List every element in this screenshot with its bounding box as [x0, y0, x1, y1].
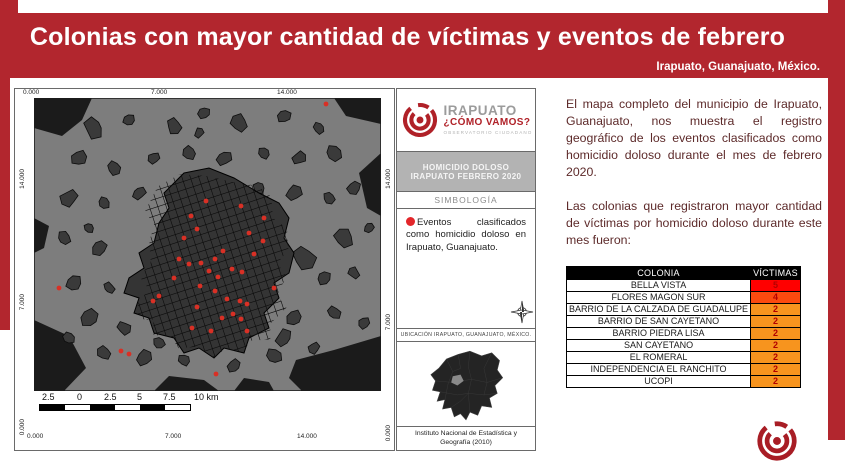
- event-dot: [195, 305, 200, 310]
- logo-org: OBSERVATORIO CIUDADANO: [443, 129, 533, 135]
- event-dot: [195, 227, 200, 232]
- victimas-cell: 2: [751, 339, 801, 351]
- table-row: [567, 279, 801, 291]
- victimas-cell: 2: [751, 315, 801, 327]
- event-dot: [199, 261, 204, 266]
- scale-label: 7.5: [163, 392, 176, 402]
- colonia-cell: INDEPENDENCIA EL RANCHITO: [567, 363, 751, 375]
- event-dot: [187, 262, 192, 267]
- event-dot: [214, 372, 219, 377]
- table-row: [567, 303, 801, 315]
- irapuato-como-vamos-logo-icon: [400, 100, 440, 140]
- event-dot: [127, 352, 132, 357]
- colonia-cell: SAN CAYETANO: [567, 339, 751, 351]
- event-dot: [221, 249, 226, 254]
- victimas-cell: 2: [751, 351, 801, 363]
- scale-label: 5: [137, 392, 143, 402]
- victimas-cell: 2: [751, 375, 801, 387]
- event-dot: [157, 294, 162, 299]
- legend: [397, 209, 535, 328]
- event-dot: [198, 284, 203, 289]
- colonia-cell: BARRIO PIEDRA LISA: [567, 327, 751, 339]
- scale-label: 2.5: [104, 392, 117, 402]
- axis-label: 7.000: [151, 89, 168, 96]
- guanajuato-silhouette-icon: [414, 345, 518, 423]
- event-dot: [182, 236, 187, 241]
- table-header-victimas: VÍCTIMAS: [751, 266, 801, 279]
- event-dot: [231, 312, 236, 317]
- page-subtitle: Irapuato, Guanajuato, México.: [656, 61, 820, 73]
- axis-label: 14.000: [385, 169, 392, 189]
- event-dot: [245, 329, 250, 334]
- event-dot: [239, 204, 244, 209]
- title-banner: [0, 13, 845, 78]
- axis-label: 7.000: [385, 314, 392, 331]
- event-dot-icon: [406, 217, 415, 226]
- event-dot: [225, 297, 230, 302]
- irapuato-events-map: [34, 98, 381, 391]
- axis-label: 14.000: [297, 433, 317, 440]
- table-row: [567, 363, 801, 375]
- como-vamos-logo-mark-icon: [754, 418, 800, 464]
- logo-tagline: ¿CÓMO VAMOS?: [443, 117, 531, 129]
- event-dot: [172, 276, 177, 281]
- victimas-cell: 4: [751, 291, 801, 303]
- logo-name: IRAPUATO: [443, 103, 517, 119]
- corner-accent-square: [0, 0, 18, 13]
- description-column: [566, 96, 822, 388]
- event-dot: [220, 316, 225, 321]
- map-title-box: HOMICIDIO DOLOSO IRAPUATO FEBRERO 2020: [397, 151, 535, 192]
- table-row: [567, 351, 801, 363]
- event-dot: [240, 270, 245, 275]
- table-row: [567, 327, 801, 339]
- description-paragraph-1: El mapa completo del municipio de Irapuato, Guanajuato, nos muestra el registro geográfico de los eventos clasificados como homicidio doloso durante el mes de febrero 2020.: [566, 97, 822, 179]
- table-row: [567, 375, 801, 387]
- event-dot: [190, 326, 195, 331]
- axis-label: 0.000: [385, 425, 392, 442]
- event-dot: [230, 267, 235, 272]
- event-dot: [261, 239, 266, 244]
- map-panel: [14, 88, 395, 451]
- colonia-cell: BARRIO DE LA CALZADA DE GUADALUPE: [567, 303, 751, 315]
- event-dot: [238, 299, 243, 304]
- compass-rose-icon: [510, 300, 534, 324]
- event-dot: [57, 286, 62, 291]
- event-dot: [324, 102, 329, 107]
- axis-label: 14.000: [19, 169, 26, 189]
- ubicacion-caption: UBICACIÓN IRAPUATO, GUANAJUATO, MÉXICO.: [397, 328, 535, 342]
- axis-label: 7.000: [19, 294, 26, 311]
- guanajuato-state-map: [397, 342, 535, 426]
- axis-label: 0.000: [19, 419, 26, 436]
- victims-table: [566, 266, 801, 388]
- event-dot: [272, 286, 277, 291]
- event-dot: [204, 199, 209, 204]
- scale-label: 0: [77, 392, 83, 402]
- event-dot: [189, 214, 194, 219]
- colonia-cell: BELLA VISTA: [567, 279, 751, 291]
- event-dot: [247, 231, 252, 236]
- event-dot: [216, 275, 221, 280]
- observatorio-logo: [397, 89, 535, 151]
- event-dot: [209, 329, 214, 334]
- legend-text: Eventos clasificados como homicidio doloso en Irapuato, Guanajuato.: [406, 217, 526, 253]
- colonia-cell: FLORES MAGON SUR: [567, 291, 751, 303]
- page-title: Colonias con mayor cantidad de víctimas y eventos de febrero: [29, 23, 786, 51]
- event-dot: [245, 302, 250, 307]
- axis-label: 14.000: [277, 89, 297, 96]
- colonia-cell: BARRIO DE SAN CAYETANO: [567, 315, 751, 327]
- victimas-cell: 5: [751, 279, 801, 291]
- table-header-colonia: COLONIA: [567, 266, 751, 279]
- simbologia-header: SIMBOLOGÍA: [397, 192, 535, 209]
- description-paragraph-2: Las colonias que registraron mayor cantidad de víctimas por homicidio doloso durante este mes fueron:: [566, 198, 822, 247]
- event-dot: [207, 269, 212, 274]
- event-dot: [262, 216, 267, 221]
- event-dot: [213, 257, 218, 262]
- victimas-cell: 2: [751, 303, 801, 315]
- scale-bar: [39, 404, 191, 411]
- event-dot: [177, 257, 182, 262]
- event-dot: [213, 289, 218, 294]
- event-dot: [239, 317, 244, 322]
- left-accent-bar: [0, 78, 10, 330]
- source-caption: Instituto Nacional de Estadística y Geografía (2010): [397, 426, 535, 450]
- right-accent-bar: [828, 0, 845, 440]
- event-dot: [151, 299, 156, 304]
- scale-label: 10 km: [194, 392, 219, 402]
- table-row: [567, 291, 801, 303]
- event-dot: [119, 349, 124, 354]
- symbology-panel: [396, 88, 536, 451]
- victimas-cell: 2: [751, 363, 801, 375]
- table-row: [567, 339, 801, 351]
- axis-label: 0.000: [23, 89, 40, 96]
- table-row: [567, 315, 801, 327]
- axis-label: 7.000: [165, 433, 182, 440]
- victimas-cell: 2: [751, 327, 801, 339]
- event-dot: [252, 252, 257, 257]
- scale-label: 2.5: [42, 392, 55, 402]
- axis-label: 0.000: [27, 433, 44, 440]
- colonia-cell: UCOPI: [567, 375, 751, 387]
- colonia-cell: EL ROMERAL: [567, 351, 751, 363]
